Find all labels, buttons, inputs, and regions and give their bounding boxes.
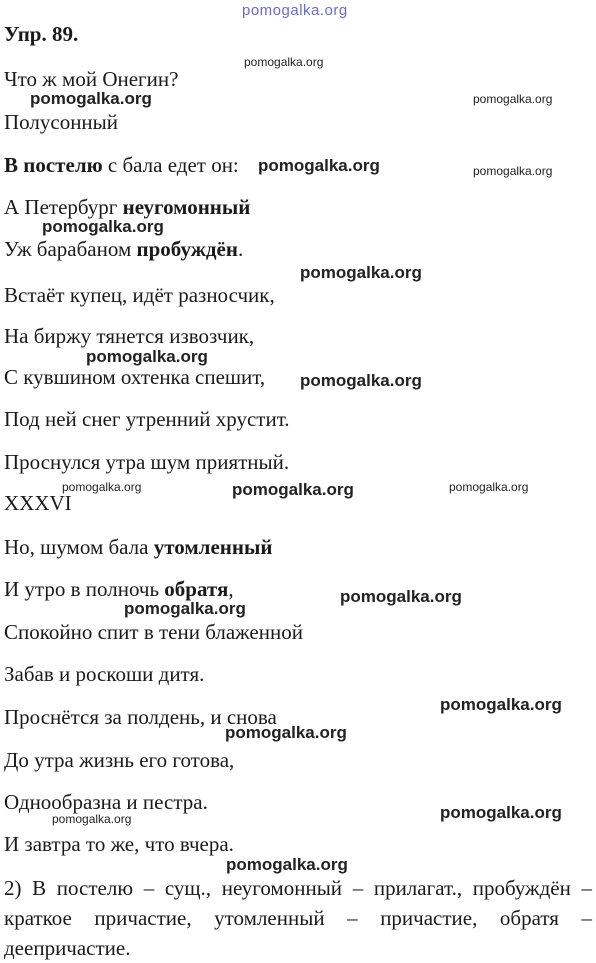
poem-line-4 (4, 195, 250, 219)
watermark: pomogalka.org (473, 164, 553, 178)
poem-line-17: До утра жизнь его готова, (4, 748, 235, 772)
bold-word: обратя (164, 577, 229, 601)
watermark: pomogalka.org (244, 55, 324, 69)
exercise-title: Упр. 89. (4, 22, 79, 46)
bold-word: утомленный (153, 535, 273, 559)
watermark: pomogalka.org (232, 480, 354, 499)
watermark: pomogalka.org (473, 92, 553, 106)
line-text: И утро в полночь (4, 577, 165, 601)
poem-line-6: Встаёт купец, идёт разносчик, (4, 283, 275, 307)
poem-line-2: Полусонный (4, 110, 119, 134)
poem-line-8: С кувшином охтенка спешит, (4, 365, 266, 389)
poem-line-3 (4, 153, 239, 177)
line-text: с бала едет он: (102, 153, 239, 177)
bold-word: пробуждён (136, 237, 238, 261)
poem-line-15: Забав и роскоши дитя. (4, 662, 205, 686)
line-end: , (228, 577, 234, 601)
poem-line-13 (4, 577, 234, 601)
watermark: pomogalka.org (440, 803, 562, 822)
poem-line-14: Спокойно спит в тени блаженной (4, 620, 303, 644)
poem-line-19: И завтра то же, что вчера. (4, 832, 234, 856)
watermark: pomogalka.org (30, 89, 152, 108)
watermark: pomogalka.org (449, 480, 529, 494)
header-watermark: pomogalka.org (242, 2, 348, 19)
watermark: pomogalka.org (300, 263, 422, 282)
watermark: pomogalka.org (340, 587, 462, 606)
watermark: pomogalka.org (440, 695, 562, 714)
watermark: pomogalka.org (300, 371, 422, 390)
poem-line-11: XXXVI (4, 491, 72, 515)
poem-line-18: Однообразна и пестра. (4, 790, 208, 814)
watermark: pomogalka.org (225, 723, 347, 742)
poem-line-5 (4, 237, 243, 261)
line-end: . (237, 237, 244, 261)
poem-line-7: На биржу тянется извозчик, (4, 324, 255, 348)
poem-line-12 (4, 535, 272, 559)
watermark: pomogalka.org (42, 217, 164, 236)
watermark: pomogalka.org (86, 347, 208, 366)
line-text: Уж барабаном (4, 237, 137, 261)
watermark: pomogalka.org (62, 480, 142, 494)
line-text: А Петербург (4, 195, 123, 219)
bold-word: неугомонный (122, 195, 251, 219)
poem-line-10: Проснулся утра шум приятный. (4, 450, 290, 474)
watermark: pomogalka.org (52, 812, 132, 826)
poem-line-9: Под ней снег утренний хрустит. (4, 407, 290, 431)
bold-word: В постелю (4, 153, 103, 177)
poem-line-16: Проснётся за полдень, и снова (4, 705, 277, 729)
watermark: pomogalka.org (258, 156, 380, 175)
watermark: pomogalka.org (226, 855, 348, 874)
poem-line-1: Что ж мой Онегин? (4, 67, 179, 91)
line-text: Но, шумом бала (4, 535, 154, 559)
watermark: pomogalka.org (124, 599, 246, 618)
answer-paragraph: 2) В постелю – сущ., неугомонный – прилагат., пробуждён – краткое причастие, утомленный – причастие, обратя – деепричастие. (4, 876, 592, 960)
